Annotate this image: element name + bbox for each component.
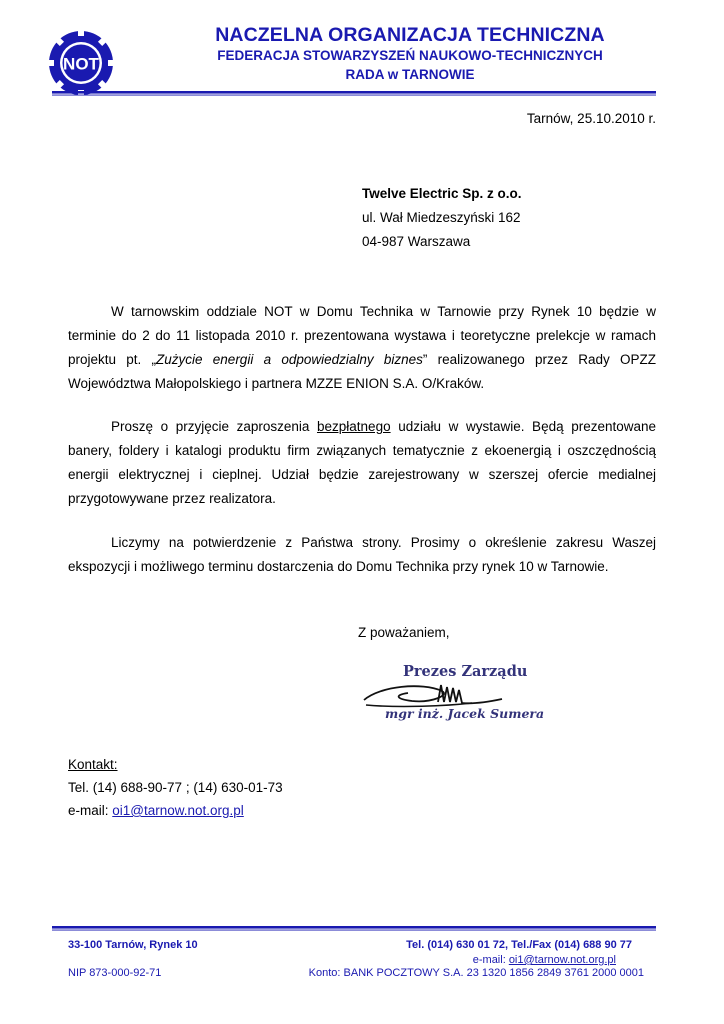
recipient-city: 04-987 Warszawa bbox=[362, 234, 471, 249]
footer-divider bbox=[52, 926, 656, 931]
stamp-name: mgr inż. Jacek Sumera bbox=[385, 706, 545, 721]
stamp-title: Prezes Zarządu bbox=[403, 663, 528, 680]
paragraph-exhibition: W tarnowskim oddziale NOT w Domu Technika w Tarnowie przy Rynek 10 będzie w terminie do 2 do 11 listopada 2010 r. prezentowana wystawa i teoretyczne prelekcje w ramach projektu pt. „Zużycie energii a odpowiedzialny biznes” realizowanego przez Rady OPZZ Województwa Małopolskiego i partnera MZZE ENION S.A. O/Kraków. bbox=[68, 304, 656, 391]
closing-phrase: Z poważaniem, bbox=[358, 625, 450, 640]
logo-text: NOT bbox=[63, 54, 99, 74]
footer-nip: NIP 873-000-92-71 bbox=[68, 967, 162, 979]
footer-address: 33-100 Tarnów, Rynek 10 bbox=[68, 939, 198, 951]
branch-name: RADA w TARNOWIE bbox=[345, 67, 475, 82]
organization-title: NACZELNA ORGANIZACJA TECHNICZNA bbox=[215, 24, 605, 46]
contact-email-link[interactable]: oi1@tarnow.not.org.pl bbox=[112, 803, 244, 818]
header-divider bbox=[52, 91, 656, 96]
recipient-company: Twelve Electric Sp. z o.o. bbox=[362, 186, 522, 201]
federation-subtitle: FEDERACJA STOWARZYSZEŃ NAUKOWO-TECHNICZNYCH bbox=[217, 48, 603, 63]
free-participation: bezpłatnego bbox=[317, 419, 391, 434]
letter-date: Tarnów, 25.10.2010 r. bbox=[526, 111, 656, 126]
footer-bank-account: Konto: BANK POCZTOWY S.A. 23 1320 1856 2849 3761 2000 0001 bbox=[308, 967, 644, 979]
paragraph-confirmation: Liczymy na potwierdzenie z Państwa strony. Prosimy o określenie zakresu Waszej ekspozycji i możliwego terminu dostarczenia do Domu Technika przy rynek 10 w Tarnowie. bbox=[68, 535, 656, 574]
not-logo bbox=[47, 29, 115, 97]
contact-heading: Kontakt: bbox=[68, 757, 118, 772]
recipient-street: ul. Wał Miedzeszyński 162 bbox=[362, 210, 521, 225]
contact-phone: Tel. (14) 688-90-77 ; (14) 630-01-73 bbox=[68, 780, 283, 795]
footer-email-link[interactable]: oi1@tarnow.not.org.pl bbox=[508, 954, 616, 966]
project-title: Zużycie energii a odpowiedzialny biznes bbox=[156, 352, 423, 367]
footer-email-line: e-mail: oi1@tarnow.not.org.pl bbox=[472, 954, 616, 966]
footer-phone: Tel. (014) 630 01 72, Tel./Fax (014) 688 90 77 bbox=[406, 939, 632, 951]
contact-email-line: e-mail: oi1@tarnow.not.org.pl bbox=[68, 803, 244, 818]
paragraph-invitation: Proszę o przyjęcie zaproszenia bezpłatnego udziału w wystawie. Będą prezentowane banery, foldery i katalogi produktu firm związanych tematycznie z ekoenergią i oszczędnością energii elektrycznej i cieplnej. Udział będzie zarejestrowany w szerszej ofercie medialnej przygotowywane przez realizatora. bbox=[68, 419, 657, 506]
